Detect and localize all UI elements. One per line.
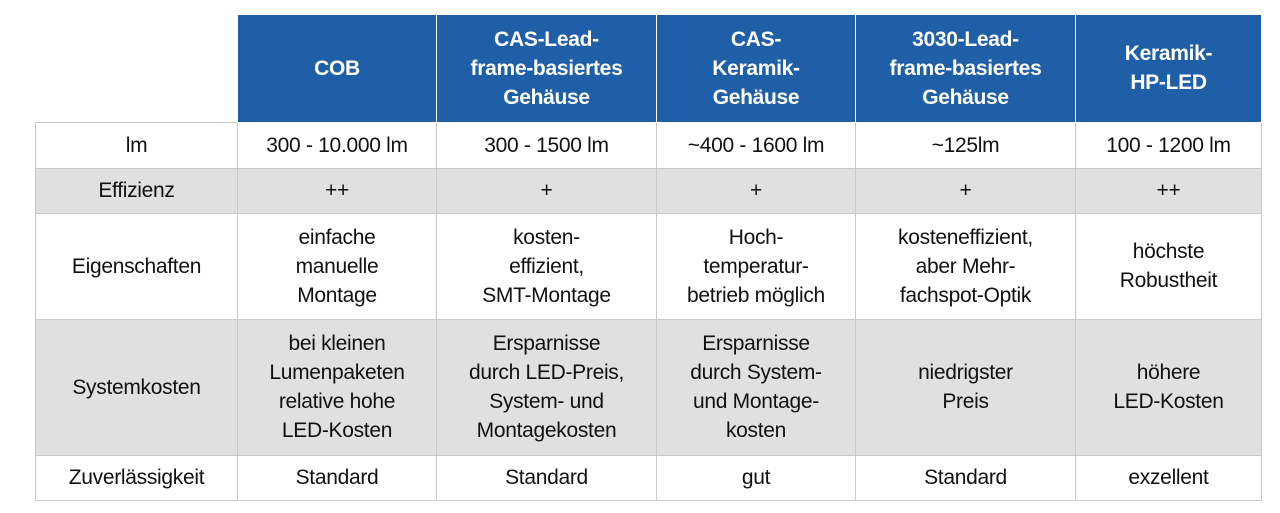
header-row xyxy=(36,15,1262,122)
table-cell: bei kleinen Lumenpaketen relative hohe LED-Kosten xyxy=(238,319,437,455)
table-cell: Ersparnisse durch LED-Preis, System- und Montagekosten xyxy=(437,319,657,455)
table-cell: ++ xyxy=(1076,168,1262,213)
row-label: Effizienz xyxy=(36,168,238,213)
row-label: Zuverlässigkeit xyxy=(36,455,238,500)
table-cell: + xyxy=(657,168,856,213)
row-label: Eigenschaften xyxy=(36,213,238,319)
table-cell: + xyxy=(856,168,1076,213)
table-row xyxy=(36,455,1262,500)
column-header-cas-leadframe: CAS-Lead- frame-basiertes Gehäuse xyxy=(437,15,657,122)
table-cell: höchste Robustheit xyxy=(1076,213,1262,319)
table-cell: höhere LED-Kosten xyxy=(1076,319,1262,455)
row-label: Systemkosten xyxy=(36,319,238,455)
comparison-table xyxy=(35,15,1262,501)
table-cell: ++ xyxy=(238,168,437,213)
corner-cell xyxy=(36,15,238,122)
table-row xyxy=(36,213,1262,319)
table-row xyxy=(36,122,1262,168)
table-cell: gut xyxy=(657,455,856,500)
column-header-cas-keramik: CAS- Keramik- Gehäuse xyxy=(657,15,856,122)
table-cell: ~125lm xyxy=(856,122,1076,168)
table-cell: einfache manuelle Montage xyxy=(238,213,437,319)
table-cell: 100 - 1200 lm xyxy=(1076,122,1262,168)
table-cell: Standard xyxy=(238,455,437,500)
table-cell: Standard xyxy=(856,455,1076,500)
table-cell: Standard xyxy=(437,455,657,500)
table-cell: 300 - 10.000 lm xyxy=(238,122,437,168)
column-header-3030-leadframe: 3030-Lead- frame-basiertes Gehäuse xyxy=(856,15,1076,122)
table-cell: niedrigster Preis xyxy=(856,319,1076,455)
table-cell: Hoch- temperatur- betrieb möglich xyxy=(657,213,856,319)
column-header-keramik-hp-led: Keramik- HP-LED xyxy=(1076,15,1262,122)
table-cell: ~400 - 1600 lm xyxy=(657,122,856,168)
table-cell: + xyxy=(437,168,657,213)
table-cell: exzellent xyxy=(1076,455,1262,500)
table-cell: kosteneffizient, aber Mehr- fachspot-Optik xyxy=(856,213,1076,319)
row-label: lm xyxy=(36,122,238,168)
column-header-cob: COB xyxy=(238,15,437,122)
table-cell: 300 - 1500 lm xyxy=(437,122,657,168)
table-cell: kosten- effizient, SMT-Montage xyxy=(437,213,657,319)
table-row xyxy=(36,168,1262,213)
table-row xyxy=(36,319,1262,455)
table-cell: Ersparnisse durch System- und Montage- kosten xyxy=(657,319,856,455)
